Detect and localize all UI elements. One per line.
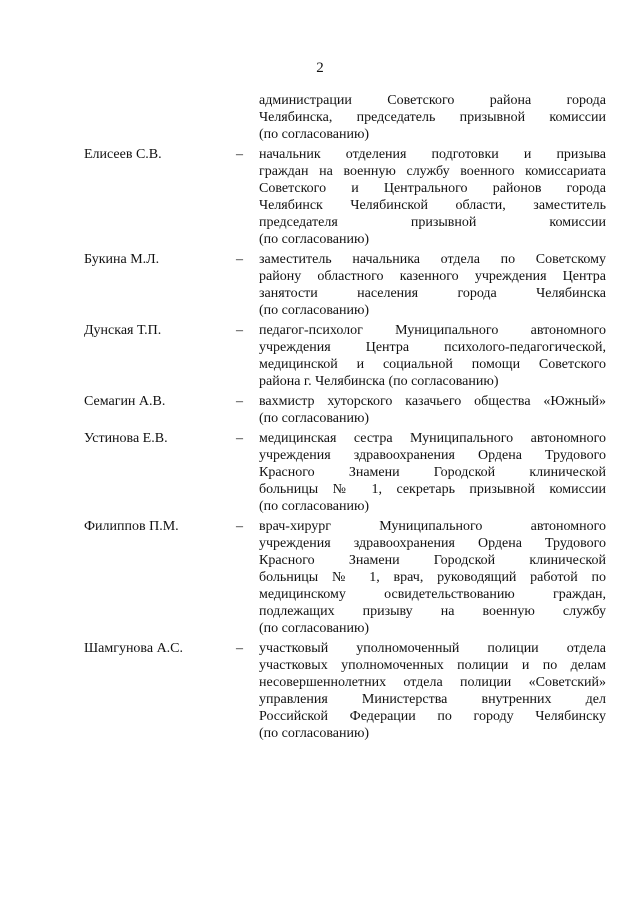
member-entry (0, 92, 640, 143)
member-name: Филиппов П.М. (84, 519, 179, 534)
dash-separator: – (236, 147, 243, 162)
member-position (259, 430, 606, 515)
position-line: начальник отделения подготовки и призыва (259, 147, 606, 162)
member-entry (0, 146, 640, 248)
position-line: председателя призывной комиссии (259, 215, 606, 230)
position-line: вахмистр хуторского казачьего общества «Южный» (259, 394, 606, 409)
position-line: участковый уполномоченный полиции отдела (259, 641, 606, 656)
position-line: занятости населения города Челябинска (259, 286, 606, 301)
member-name: Устинова Е.В. (84, 431, 168, 446)
member-position (259, 146, 606, 248)
page-number: 2 (316, 60, 324, 76)
position-line: медицинская сестра Муниципального автономного (259, 431, 606, 446)
position-line: учреждения здравоохранения Ордена Трудового (259, 536, 606, 551)
position-line: района г. Челябинска (по согласованию) (259, 374, 499, 389)
position-line: медицинскому освидетельствованию граждан, (259, 587, 606, 602)
dash-separator: – (236, 431, 243, 446)
position-line: больницы № 1, врач, руководящий работой по (259, 570, 606, 585)
member-entry (0, 640, 640, 742)
position-line: Красного Знамени Городской клинической (259, 553, 606, 568)
position-line: району областного казенного учреждения Центра (259, 269, 606, 284)
member-name: Елисеев С.В. (84, 147, 162, 162)
position-line: управления Министерства внутренних дел (259, 692, 606, 707)
position-line: (по согласованию) (259, 232, 370, 247)
member-position (259, 518, 606, 637)
member-entry (0, 518, 640, 637)
position-line: (по согласованию) (259, 726, 370, 741)
position-line: заместитель начальника отдела по Советскому (259, 252, 606, 267)
member-name: Шамгунова А.С. (84, 641, 184, 656)
position-line: (по согласованию) (259, 621, 370, 636)
position-line: (по согласованию) (259, 303, 370, 318)
dash-separator: – (236, 252, 243, 267)
dash-separator: – (236, 323, 243, 338)
dash-separator: – (236, 394, 243, 409)
position-line: Челябинска, председатель призывной комиссии (259, 110, 606, 125)
member-position (259, 640, 606, 742)
position-line: несовершеннолетних отдела полиции «Советский» (259, 675, 606, 690)
position-line: подлежащих призыву на военную службу (259, 604, 606, 619)
member-name: Семагин А.В. (84, 394, 166, 409)
position-line: медицинской и социальной помощи Советского (259, 357, 606, 372)
dash-separator: – (236, 641, 243, 656)
position-line: участковых уполномоченных полиции и по делам (259, 658, 606, 673)
member-position (259, 322, 606, 390)
member-entry (0, 393, 640, 427)
position-line: педагог-психолог Муниципального автономного (259, 323, 606, 338)
position-line: (по согласованию) (259, 127, 370, 142)
position-line: администрации Советского района города (259, 93, 606, 108)
member-name: Букина М.Л. (84, 252, 160, 267)
member-position (259, 393, 606, 427)
member-entry (0, 251, 640, 319)
member-position (259, 251, 606, 319)
member-name: Дунская Т.П. (84, 323, 162, 338)
position-line: учреждения здравоохранения Ордена Трудового (259, 448, 606, 463)
position-line: Красного Знамени Городской клинической (259, 465, 606, 480)
position-line: Советского и Центрального районов города (259, 181, 606, 196)
member-entry (0, 322, 640, 390)
position-line: (по согласованию) (259, 411, 370, 426)
member-entry (0, 430, 640, 515)
position-line: больницы № 1, секретарь призывной комиссии (259, 482, 606, 497)
position-line: Российской Федерации по городу Челябинску (259, 709, 606, 724)
position-line: учреждения Центра психолого-педагогической, (259, 340, 606, 355)
member-position (259, 92, 606, 143)
dash-separator: – (236, 519, 243, 534)
position-line: Челябинск Челябинской области, заместитель (259, 198, 606, 213)
commission-member-list (0, 92, 640, 745)
position-line: (по согласованию) (259, 499, 370, 514)
position-line: врач-хирург Муниципального автономного (259, 519, 606, 534)
position-line: граждан на военную службу военного комиссариата (259, 164, 606, 179)
